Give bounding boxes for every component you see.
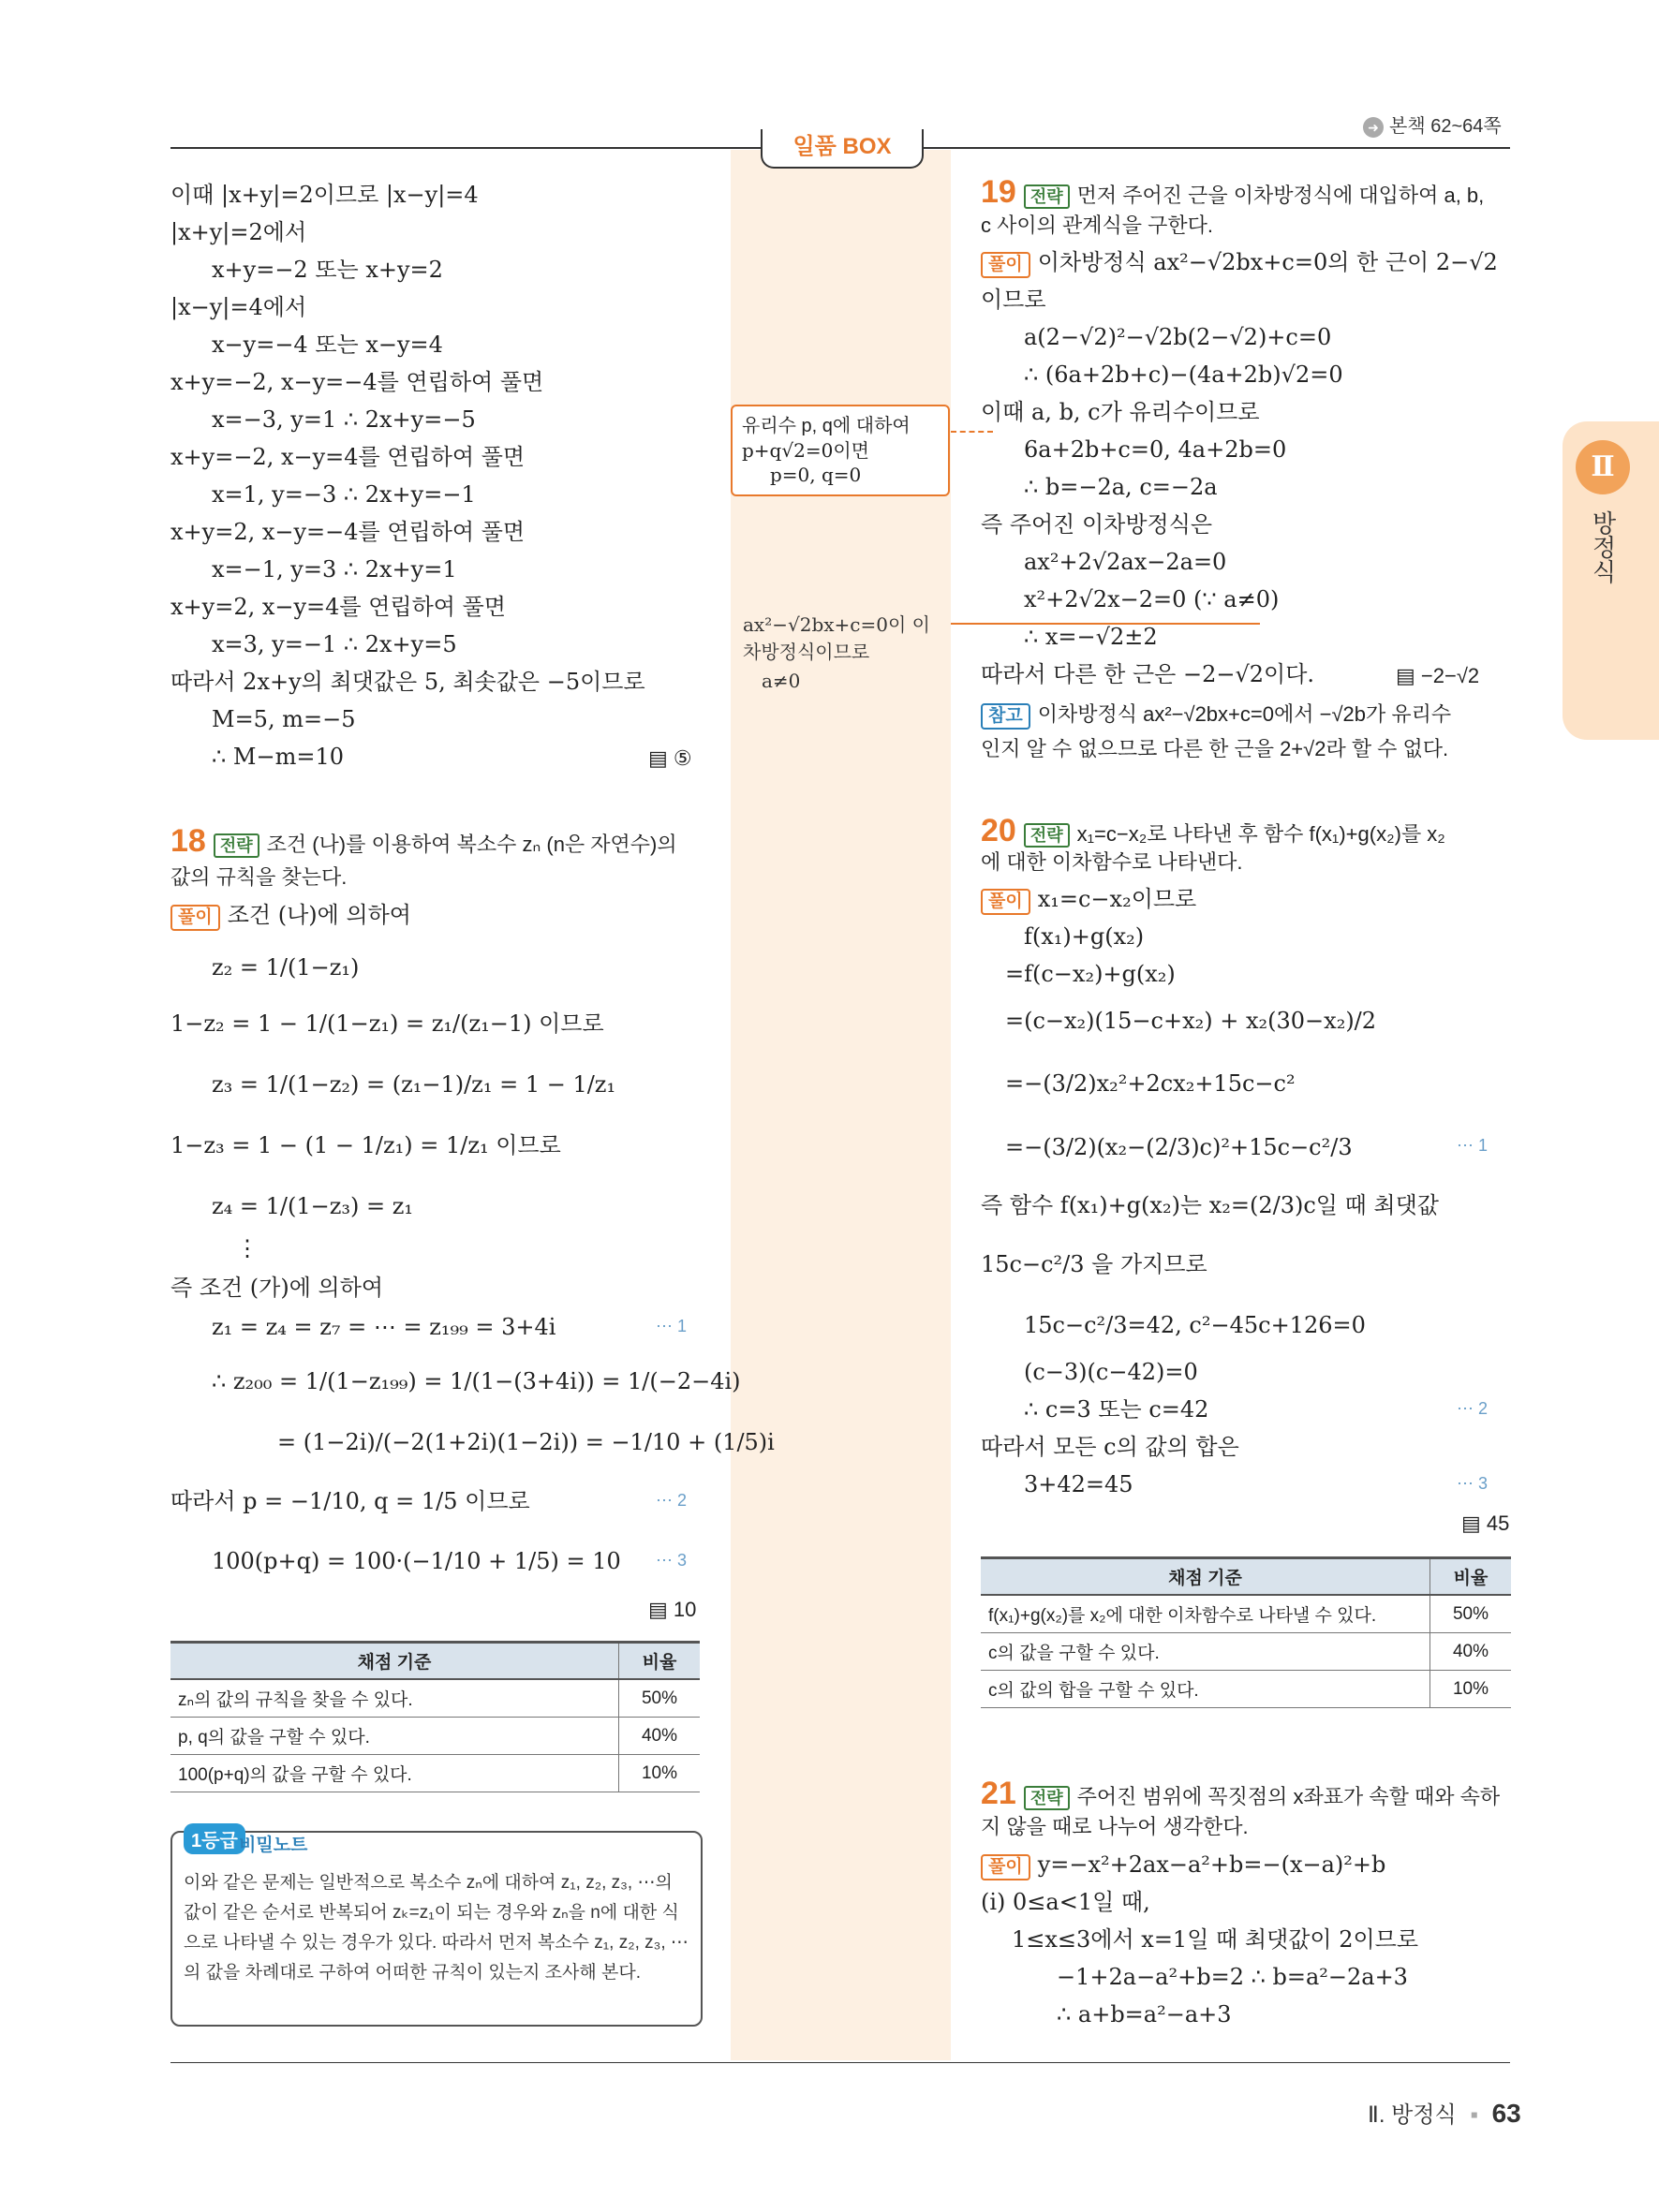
table-cell: 10%: [1430, 1671, 1512, 1708]
line: x+y=−2, x−y=−4를 연립하여 풀면: [170, 369, 544, 395]
table-cell: f(x₁)+g(x₂)를 x₂에 대한 이차함수로 나타낼 수 있다.: [981, 1595, 1430, 1633]
connector-line: [951, 431, 993, 433]
line: ax²+2√2ax−2a=0: [1024, 549, 1227, 575]
line: ∴ c=3 또는 c=42: [1024, 1396, 1209, 1423]
step-mark: ⋯ 1: [1457, 1136, 1489, 1155]
line: 1≤x≤3에서 x=1일 때 최댓값이 2이므로: [1012, 1926, 1419, 1953]
line: x₁=c−x₂이므로: [1037, 886, 1197, 912]
line: =f(c−x₂)+g(x₂): [1005, 961, 1176, 987]
line: 즉 조건 (가)에 의하여: [170, 1275, 384, 1301]
table-row: [170, 1679, 700, 1718]
line: (c−3)(c−42)=0: [1024, 1359, 1198, 1385]
answer-20: [1461, 1510, 1509, 1538]
step-number: 3: [677, 1551, 688, 1570]
q19-strategy: 먼저 주어진 근을 이차방정식에 대입하여 a, b,: [1076, 184, 1485, 207]
line: ∴ a+b=a²−a+3: [1057, 2001, 1232, 2028]
hint-line: ax²−√2bx+c=0이 이: [743, 613, 930, 636]
strategy-tag: 전략: [214, 833, 259, 858]
line: x=3, y=−1 ∴ 2x+y=5: [212, 631, 457, 657]
line: x²+2√2x−2=0 (∵ a≠0): [1024, 586, 1280, 612]
table-cell: 10%: [619, 1755, 701, 1792]
line: 15c−c²/3=42, c²−45c+126=0: [1024, 1312, 1366, 1338]
line: x+y=2, x−y=−4를 연립하여 풀면: [170, 519, 526, 545]
line: 100(p+q) = 100·(−1/10 + 1/5) = 10: [212, 1548, 621, 1574]
grading-table-20: [981, 1556, 1511, 1708]
q21-header: [981, 1776, 1501, 1811]
reference-text: 이차방정식 ax²−√2bx+c=0에서 −√2b가 유리수: [1037, 702, 1452, 726]
hint-line: 차방정식이므로: [743, 642, 870, 663]
table-cell: 50%: [619, 1679, 701, 1718]
answer-17-value: ⑤: [673, 746, 692, 770]
table-header: 채점 기준: [170, 1643, 619, 1680]
q18-number: 18: [170, 823, 206, 859]
strategy-tag: 전략: [1024, 184, 1070, 209]
line: 따라서 2x+y의 최댓값은 5, 최솟값은 −5이므로: [170, 669, 645, 695]
grading-table-18: [170, 1641, 700, 1792]
q20-strategy-2: 에 대한 이차함수로 나타낸다.: [981, 850, 1243, 874]
q19-header: [981, 174, 1485, 210]
step-number: 1: [677, 1317, 688, 1335]
line: x=1, y=−3 ∴ 2x+y=−1: [212, 481, 476, 508]
table-cell: 40%: [619, 1718, 701, 1755]
line: ∴ b=−2a, c=−2a: [1024, 474, 1218, 500]
q19-sol-first: [981, 248, 1498, 278]
step-number: 3: [1478, 1474, 1489, 1493]
reference-text: 인지 알 수 없으므로 다른 한 근을 2+√2라 할 수 없다.: [981, 737, 1449, 760]
line: −1+2a−a²+b=2 ∴ b=a²−2a+3: [1057, 1964, 1408, 1990]
line: z₄ = 1/(1−z₃) = z₁: [212, 1193, 413, 1219]
line: = (1−2i)/(−2(1+2i)(1−2i)) = −1/10 + (1/5)i: [277, 1429, 775, 1455]
q21-strategy-2: 지 않을 때로 나누어 생각한다.: [981, 1815, 1249, 1838]
step-number: 2: [677, 1491, 688, 1510]
line: =−(3/2)x₂²+2cx₂+15c−c²: [1005, 1070, 1296, 1097]
q21-number: 21: [981, 1776, 1016, 1811]
line: x+y=−2, x−y=4를 연립하여 풀면: [170, 444, 526, 470]
table-cell: 40%: [1430, 1633, 1512, 1671]
line: 이차방정식 ax²−√2bx+c=0의 한 근이 2−√2: [1037, 249, 1498, 275]
answer-icon: ▤: [1396, 664, 1415, 687]
hint-quadratic: [743, 611, 930, 695]
q19-number: 19: [981, 174, 1016, 210]
line: 이때 |x+y|=2이므로 |x−y|=4: [170, 182, 479, 208]
footer-chapter: Ⅱ. 방정식: [1368, 2102, 1457, 2128]
line: 15c−c²/3 을 가지므로: [981, 1251, 1207, 1277]
q20-header: [981, 813, 1445, 848]
table-cell: p, q의 값을 구할 수 있다.: [170, 1718, 619, 1755]
answer-icon: ▤: [1461, 1512, 1481, 1535]
line: |x+y|=2에서: [170, 219, 307, 245]
line: ∴ (6a+2b+c)−(4a+2b)√2=0: [1024, 361, 1343, 388]
line: z₂ = 1/(1−z₁): [212, 954, 360, 981]
q18-strategy: 조건 (나)를 이용하여 복소수 zₙ (n은 자연수)의: [266, 833, 677, 856]
solution-tag: 풀이: [981, 1854, 1030, 1880]
footer-rule: [170, 2062, 1510, 2063]
line: |x−y|=4에서: [170, 294, 307, 320]
table-cell: c의 값을 구할 수 있다.: [981, 1633, 1430, 1671]
table-cell: 100(p+q)의 값을 구할 수 있다.: [170, 1755, 619, 1792]
step-mark: ⋯ 1: [656, 1317, 688, 1335]
q19-strategy-2: c 사이의 관계식을 구한다.: [981, 214, 1213, 237]
table-row: [981, 1595, 1511, 1633]
line: 따라서 모든 c의 값의 합은: [981, 1434, 1239, 1460]
line: ∴ M−m=10: [212, 744, 344, 770]
line: ∴ x=−√2±2: [1024, 624, 1158, 650]
step-number: 2: [1478, 1399, 1489, 1418]
line: M=5, m=−5: [212, 706, 356, 732]
line: x=−3, y=1 ∴ 2x+y=−5: [212, 406, 476, 433]
table-header: 비율: [619, 1643, 701, 1680]
q21-strategy: 주어진 범위에 꼭짓점의 x좌표가 속할 때와 속하: [1076, 1785, 1501, 1808]
hint-box-rational: [731, 405, 950, 496]
answer-20-value: 45: [1486, 1512, 1510, 1535]
footer-separator: ▪: [1470, 2102, 1478, 2128]
line: f(x₁)+g(x₂): [1024, 923, 1145, 950]
table-row: [981, 1671, 1511, 1708]
line: y=−x²+2ax−a²+b=−(x−a)²+b: [1037, 1851, 1386, 1878]
step-mark: ⋯ 2: [656, 1491, 688, 1510]
table-cell: c의 값의 합을 구할 수 있다.: [981, 1671, 1430, 1708]
line: x=−1, y=3 ∴ 2x+y=1: [212, 556, 457, 582]
page-ref-text: 본책 62~64쪽: [1389, 116, 1502, 137]
chapter-tab-label: 방정식: [1589, 510, 1617, 583]
hint-line: 유리수 p, q에 대하여: [742, 416, 911, 436]
q18-header: [170, 823, 677, 859]
line: (i) 0≤a<1일 때,: [981, 1889, 1150, 1915]
line: 1−z₃ = 1 − (1 − 1/z₁) = 1/z₁ 이므로: [170, 1132, 561, 1158]
table-row: [170, 1755, 700, 1792]
strategy-tag: 전략: [1024, 1786, 1070, 1810]
chapter-numeral: Ⅱ: [1576, 440, 1630, 494]
table-row: [170, 1718, 700, 1755]
line: =(c−x₂)(15−c+x₂) + x₂(30−x₂)/2: [1005, 1008, 1377, 1034]
step-mark: ⋯ 3: [656, 1551, 688, 1570]
step-mark: ⋯ 2: [1457, 1399, 1489, 1418]
answer-18-value: 10: [673, 1598, 697, 1621]
line: =−(3/2)(x₂−(2/3)c)²+15c−c²/3: [1005, 1134, 1353, 1160]
line: z₁ = z₄ = z₇ = ⋯ = z₁₉₉ = 3+4i: [212, 1314, 556, 1340]
q18-sol-first: [170, 901, 411, 931]
answer-19-value: −2−√2: [1420, 664, 1480, 687]
line: ∴ z₂₀₀ = 1/(1−z₁₉₉) = 1/(1−(3+4i)) = 1/(−2−4i): [212, 1368, 741, 1394]
q18-strategy-2: 값의 규칙을 찾는다.: [170, 865, 348, 889]
strategy-tag: 전략: [1024, 823, 1070, 848]
answer-19: [1396, 662, 1479, 690]
line: x+y=−2 또는 x+y=2: [212, 257, 443, 283]
answer-17: [648, 745, 692, 773]
hint-line: p+q√2=0이면: [742, 439, 869, 462]
line: 즉 주어진 이차방정식은: [981, 511, 1213, 538]
table-header: 비율: [1430, 1558, 1512, 1596]
q20-number: 20: [981, 813, 1016, 848]
table-row: [981, 1633, 1511, 1671]
solution-tag: 풀이: [981, 252, 1030, 278]
line: 6a+2b+c=0, 4a+2b=0: [1024, 436, 1287, 463]
table-cell: 50%: [1430, 1595, 1512, 1633]
line: z₃ = 1/(1−z₂) = (z₁−1)/z₁ = 1 − 1/z₁: [212, 1071, 616, 1098]
line: x+y=2, x−y=4를 연립하여 풀면: [170, 594, 506, 620]
line: 이때 a, b, c가 유리수이므로: [981, 399, 1260, 425]
hint-line: p=0, q=0: [770, 464, 862, 486]
section-label: 일품 BOX: [761, 129, 924, 169]
note-title: 비밀노트: [239, 1836, 308, 1855]
page-ref: [1363, 111, 1502, 138]
arrow-icon: ➜: [1363, 117, 1384, 138]
solution-tag: 풀이: [981, 889, 1030, 915]
line: 3+42=45: [1024, 1471, 1133, 1497]
step-mark: ⋯ 3: [1457, 1474, 1489, 1493]
q20-strategy: x₁=c−x₂로 나타낸 후 함수 f(x₁)+g(x₂)를 x₂: [1076, 822, 1445, 846]
line: x−y=−4 또는 x−y=4: [212, 332, 443, 358]
line: 1−z₂ = 1 − 1/(1−z₁) = z₁/(z₁−1) 이므로: [170, 1010, 604, 1037]
footer: [1368, 2096, 1521, 2129]
line: 즉 함수 f(x₁)+g(x₂)는 x₂=(2/3)c일 때 최댓값: [981, 1192, 1439, 1218]
note-badge: 1등급: [184, 1823, 245, 1854]
line: 따라서 p = −1/10, q = 1/5 이므로: [170, 1488, 530, 1514]
answer-icon: ▤: [648, 746, 668, 770]
q19-reference: [981, 700, 1451, 730]
reference-tag: 참고: [981, 703, 1030, 730]
answer-icon: ▤: [648, 1598, 668, 1621]
page-number: 63: [1491, 2099, 1521, 2128]
q21-sol-first: [981, 1851, 1385, 1880]
line: 조건 (나)에 의하여: [227, 902, 411, 928]
solution-tag: 풀이: [170, 905, 220, 931]
line: a(2−√2)²−√2b(2−√2)+c=0: [1024, 324, 1332, 350]
note-text: 이와 같은 문제는 일반적으로 복소수 zₙ에 대하여 z₁, z₂, z₃, ⋯의 값이 같은 순서로 반복되어 zₖ=z₁이 되는 경우와 zₙ을 n에 대한 식으로 나타낼 수 있는 경우가 있다. 따라서 먼저 복소수 z₁, z₂, z₃, ⋯의 값을 차례대로 구하여 어떠한 규칙이 있는지 조사해 본다.: [184, 1873, 689, 1983]
line: 이므로: [981, 287, 1046, 313]
answer-18: [648, 1596, 696, 1624]
step-number: 1: [1478, 1136, 1489, 1155]
table-header: 채점 기준: [981, 1558, 1430, 1596]
line: ⋮: [236, 1235, 259, 1261]
line: 따라서 다른 한 근은 −2−√2이다.: [981, 661, 1315, 687]
table-cell: zₙ의 값의 규칙을 찾을 수 있다.: [170, 1679, 619, 1718]
hint-line: a≠0: [762, 670, 801, 692]
q20-sol-first: [981, 885, 1196, 915]
